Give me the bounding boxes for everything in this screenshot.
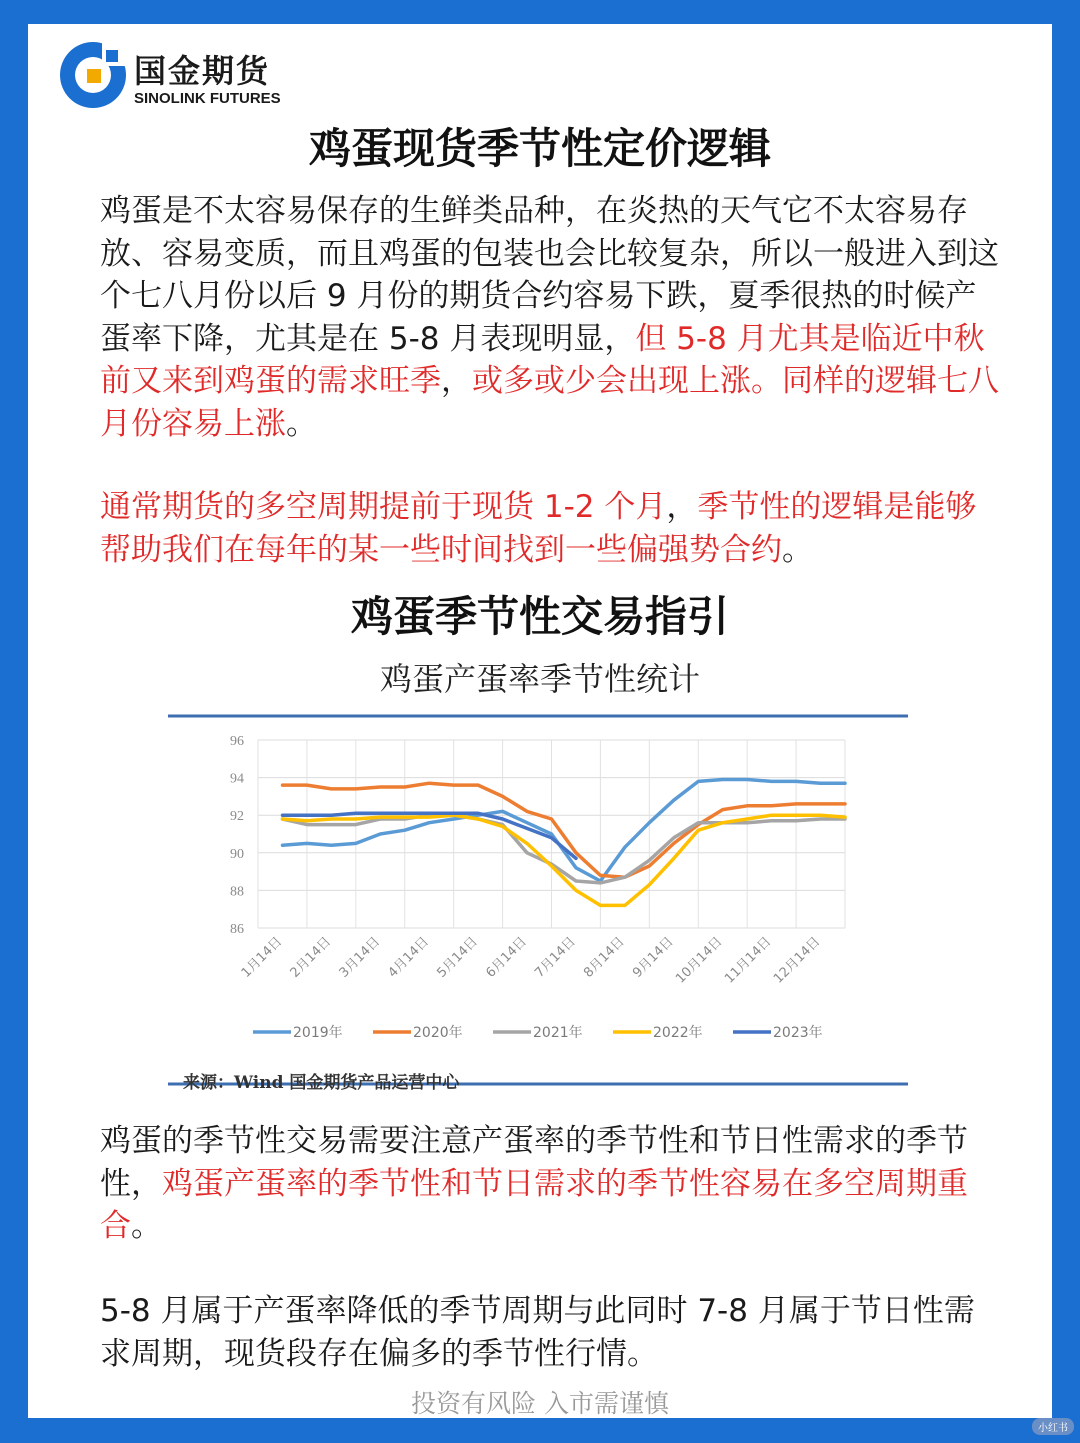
brand-name-en: SINOLINK FUTURES <box>134 90 281 107</box>
paragraph2-highlight1: 通常期货的多空周期提前于现货 1-2 个月 <box>100 489 667 525</box>
sinolink-logo-icon <box>58 40 128 110</box>
x-tick-label: 12月14日 <box>770 934 824 987</box>
x-tick-label: 4月14日 <box>385 934 433 981</box>
y-tick-label: 96 <box>230 734 244 749</box>
series-line-2019年 <box>283 780 846 882</box>
legend-label: 2021年 <box>533 1025 583 1041</box>
x-tick-label: 11月14日 <box>722 934 775 987</box>
paragraph-futures-cycle <box>100 486 1000 571</box>
paragraph-demand-cycle <box>100 1290 1000 1375</box>
legend-label: 2023年 <box>773 1025 823 1041</box>
paragraph-pricing-logic <box>100 190 1000 445</box>
paragraph1-end: 。 <box>286 405 317 442</box>
paragraph3-end: 。 <box>131 1208 162 1244</box>
brand-name-cn: 国金期货 <box>134 52 271 90</box>
legend-label: 2019年 <box>293 1025 343 1041</box>
x-tick-label: 6月14日 <box>483 934 530 981</box>
poster-card <box>28 24 1052 1418</box>
x-tick-label: 8月14日 <box>581 934 628 981</box>
paragraph2-end: 。 <box>782 531 813 568</box>
x-tick-label: 1月14日 <box>238 934 286 981</box>
x-tick-label: 9月14日 <box>630 934 677 981</box>
x-tick-label: 7月14日 <box>532 934 579 981</box>
paragraph2-comma: ， <box>666 489 698 525</box>
series-line-2022年 <box>283 815 846 905</box>
x-tick-label: 10月14日 <box>673 934 726 987</box>
brand-logo <box>58 40 358 110</box>
y-tick-label: 88 <box>230 884 244 900</box>
legend-label: 2020年 <box>413 1025 463 1041</box>
chart-source: 来源：Wind 国金期货产品运营中心 <box>183 1073 460 1093</box>
paragraph1-highlight2: 或多或少会出现上涨。同样的逻辑七八月份容易上涨 <box>100 363 999 442</box>
y-tick-label: 86 <box>230 922 244 937</box>
risk-disclaimer: 投资有风险 入市需谨慎 <box>411 1389 669 1418</box>
paragraph-seasonal-trading <box>100 1120 1000 1248</box>
x-tick-label: 5月14日 <box>434 934 481 981</box>
paragraph3-text: 鸡蛋的季节性交易需要注意产蛋率的季节性和节日性需求的季节性， <box>100 1123 968 1202</box>
series-line-2020年 <box>283 783 846 877</box>
chart-svg <box>168 712 908 1092</box>
laying-rate-chart <box>168 712 908 1092</box>
paragraph1-highlight1: 但 5-8 月尤其是临近中秋前又来到鸡蛋的需求旺季 <box>100 320 985 399</box>
watermark-badge: 小红书 <box>1032 1418 1074 1435</box>
paragraph1-text: 鸡蛋是不太容易保存的生鲜类品种，在炎热的天气它不太容易存放、容易变质，而且鸡蛋的包装也会比较复杂，所以一般进入到这个七八月份以后 9 月份的期货合约容易下跌，夏季很热的时候产蛋率下降，尤其是在 5-8 月表现明显， <box>100 193 999 357</box>
page-title: 鸡蛋现货季节性定价逻辑 <box>308 124 771 173</box>
paragraph3-highlight: 鸡蛋产蛋率的季节性和节日需求的季节性容易在多空周期重合 <box>100 1165 968 1244</box>
x-tick-label: 2月14日 <box>287 934 335 981</box>
chart-title: 鸡蛋产蛋率季节性统计 <box>379 660 700 698</box>
y-tick-label: 92 <box>230 809 244 825</box>
paragraph4-text: 5-8 月属于产蛋率降低的季节周期与此同时 7-8 月属于节日性需求周期，现货段存在偏多的季节性行情。 <box>100 1293 975 1372</box>
section-title: 鸡蛋季节性交易指引 <box>350 592 729 641</box>
y-tick-label: 90 <box>230 846 244 862</box>
paragraph2-highlight2: 季节性的逻辑是能够帮助我们在每年的某一些时间找到一些偏强势合约 <box>100 489 977 568</box>
x-tick-label: 3月14日 <box>336 934 384 981</box>
legend-label: 2022年 <box>653 1025 703 1041</box>
paragraph1-comma: ， <box>441 363 472 399</box>
y-tick-label: 94 <box>230 771 244 787</box>
